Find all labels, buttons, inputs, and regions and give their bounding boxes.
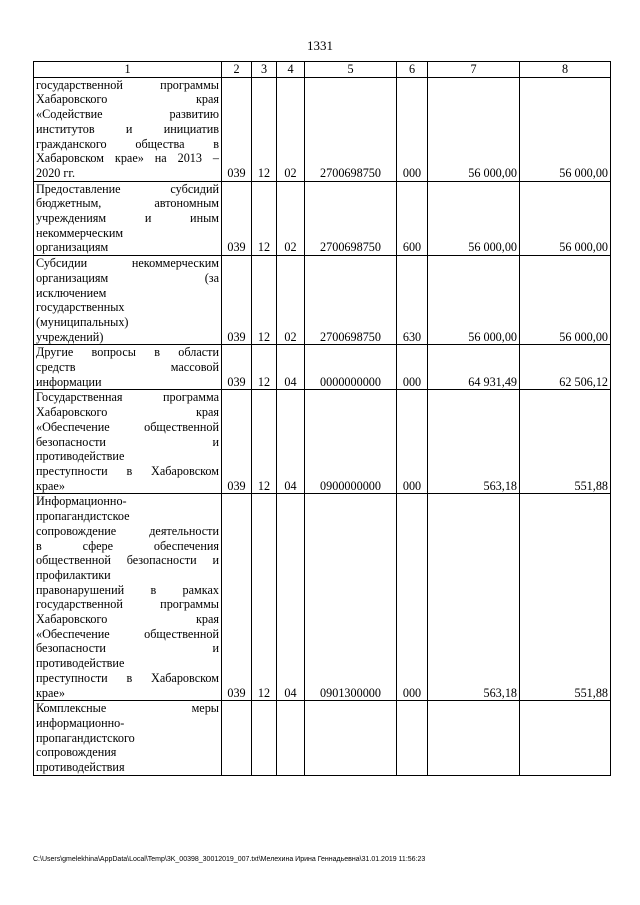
target-article-code: 0901300000 bbox=[305, 494, 397, 701]
table-row bbox=[34, 181, 611, 256]
description-line: информационно- bbox=[36, 715, 125, 730]
row-description bbox=[34, 345, 222, 390]
ministry-code: 039 bbox=[222, 494, 252, 701]
description-line: Предоставление субсидий bbox=[36, 181, 219, 196]
description-line: учреждений) bbox=[36, 329, 104, 344]
description-line: преступности в Хабаровском bbox=[36, 463, 219, 478]
amount-year-1: 56 000,00 bbox=[428, 256, 520, 345]
section-code: 12 bbox=[252, 345, 277, 390]
row-description bbox=[34, 494, 222, 701]
description-line: Хабаровском крае» на 2013 – bbox=[36, 151, 219, 166]
description-line: «Обеспечение общественной bbox=[36, 626, 219, 641]
expense-type-code: 000 bbox=[397, 494, 428, 701]
header-col-6: 6 bbox=[397, 62, 428, 78]
amount-year-1: 563,18 bbox=[428, 390, 520, 494]
amount-year-1: 56 000,00 bbox=[428, 181, 520, 256]
description-line: профилактики bbox=[36, 567, 111, 582]
description-line: организациям (за bbox=[36, 270, 219, 285]
description-line: Субсидии некоммерческим bbox=[36, 256, 219, 271]
amount-year-1: 563,18 bbox=[428, 494, 520, 701]
subsection-code: 04 bbox=[277, 345, 305, 390]
expense-type-code: 600 bbox=[397, 181, 428, 256]
description-line: гражданского общества в bbox=[36, 136, 219, 151]
description-line: Хабаровского края bbox=[36, 612, 219, 627]
subsection-code: 04 bbox=[277, 390, 305, 494]
description-line: общественной безопасности и bbox=[36, 553, 219, 568]
table-row bbox=[34, 256, 611, 345]
section-code: 12 bbox=[252, 494, 277, 701]
description-line: в сфере обеспечения bbox=[36, 538, 219, 553]
description-line: 2020 гг. bbox=[36, 165, 76, 180]
description-line: «Содействие развитию bbox=[36, 107, 219, 122]
row-description bbox=[34, 181, 222, 256]
target-article-code: 2700698750 bbox=[305, 77, 397, 181]
expense-type-code: 630 bbox=[397, 256, 428, 345]
subsection-code bbox=[277, 701, 305, 776]
description-line: организациям bbox=[36, 240, 109, 255]
table-row bbox=[34, 494, 611, 701]
section-code: 12 bbox=[252, 256, 277, 345]
description-line: Комплексные меры bbox=[36, 701, 219, 716]
amount-year-2: 56 000,00 bbox=[520, 181, 611, 256]
subsection-code: 02 bbox=[277, 77, 305, 181]
subsection-code: 02 bbox=[277, 256, 305, 345]
description-line: Другие вопросы в области bbox=[36, 345, 219, 360]
expense-type-code: 000 bbox=[397, 345, 428, 390]
description-line: пропагандистского bbox=[36, 730, 135, 745]
ministry-code: 039 bbox=[222, 345, 252, 390]
description-line: противодействие bbox=[36, 449, 125, 464]
subsection-code: 04 bbox=[277, 494, 305, 701]
expense-type-code: 000 bbox=[397, 77, 428, 181]
row-description bbox=[34, 390, 222, 494]
description-line: противодействия bbox=[36, 760, 125, 775]
description-line: сопровождение деятельности bbox=[36, 523, 219, 538]
amount-year-1: 56 000,00 bbox=[428, 77, 520, 181]
description-line: противодействие bbox=[36, 656, 125, 671]
description-line: государственных bbox=[36, 300, 125, 315]
table-row bbox=[34, 77, 611, 181]
header-col-4: 4 bbox=[277, 62, 305, 78]
description-line: преступности в Хабаровском bbox=[36, 670, 219, 685]
description-line: Государственная программа bbox=[36, 390, 219, 405]
description-line: государственной программы bbox=[36, 77, 219, 92]
ministry-code: 039 bbox=[222, 256, 252, 345]
row-description bbox=[34, 77, 222, 181]
expense-type-code: 000 bbox=[397, 390, 428, 494]
description-line: информации bbox=[36, 374, 102, 389]
ministry-code: 039 bbox=[222, 181, 252, 256]
header-row bbox=[34, 62, 611, 78]
target-article-code: 2700698750 bbox=[305, 256, 397, 345]
target-article-code: 2700698750 bbox=[305, 181, 397, 256]
header-col-8: 8 bbox=[520, 62, 611, 78]
subsection-code: 02 bbox=[277, 181, 305, 256]
header-col-7: 7 bbox=[428, 62, 520, 78]
description-line: исключением bbox=[36, 285, 107, 300]
target-article-code: 0000000000 bbox=[305, 345, 397, 390]
description-line: некоммерческим bbox=[36, 225, 124, 240]
header-col-2: 2 bbox=[222, 62, 252, 78]
description-line: средств массовой bbox=[36, 360, 219, 375]
section-code: 12 bbox=[252, 77, 277, 181]
target-article-code bbox=[305, 701, 397, 776]
amount-year-2: 56 000,00 bbox=[520, 77, 611, 181]
amount-year-1: 64 931,49 bbox=[428, 345, 520, 390]
description-line: государственной программы bbox=[36, 597, 219, 612]
file-path-footer: C:\Users\gmelekhina\AppData\Local\Temp\3K_00398_30012019_007.txt\Мелехина Ирина Геннадьевна\31.01.2019 11:56:23 bbox=[33, 856, 426, 863]
amount-year-2: 551,88 bbox=[520, 494, 611, 701]
table-row bbox=[34, 390, 611, 494]
row-description bbox=[34, 256, 222, 345]
description-line: Хабаровского края bbox=[36, 92, 219, 107]
row-description bbox=[34, 701, 222, 776]
amount-year-2: 551,88 bbox=[520, 390, 611, 494]
description-line: крае» bbox=[36, 478, 65, 493]
ministry-code: 039 bbox=[222, 77, 252, 181]
amount-year-2: 62 506,12 bbox=[520, 345, 611, 390]
description-line: Информационно- bbox=[36, 494, 127, 509]
description-line: бюджетным, автономным bbox=[36, 196, 219, 211]
table-row bbox=[34, 345, 611, 390]
header-col-1: 1 bbox=[34, 62, 222, 78]
amount-year-2: 56 000,00 bbox=[520, 256, 611, 345]
ministry-code bbox=[222, 701, 252, 776]
header-col-3: 3 bbox=[252, 62, 277, 78]
description-line: безопасности и bbox=[36, 434, 219, 449]
table-row bbox=[34, 701, 611, 776]
description-line: безопасности и bbox=[36, 641, 219, 656]
section-code bbox=[252, 701, 277, 776]
header-col-5: 5 bbox=[305, 62, 397, 78]
budget-table bbox=[33, 61, 611, 776]
page-number: 1331 bbox=[307, 38, 333, 53]
description-line: институтов и инициатив bbox=[36, 121, 219, 136]
description-line: «Обеспечение общественной bbox=[36, 419, 219, 434]
amount-year-2 bbox=[520, 701, 611, 776]
description-line: сопровождения bbox=[36, 745, 117, 760]
section-code: 12 bbox=[252, 390, 277, 494]
description-line: учреждениям и иным bbox=[36, 211, 219, 226]
description-line: (муниципальных) bbox=[36, 314, 129, 329]
section-code: 12 bbox=[252, 181, 277, 256]
description-line: правонарушений в рамках bbox=[36, 582, 219, 597]
amount-year-1 bbox=[428, 701, 520, 776]
description-line: крае» bbox=[36, 685, 65, 700]
expense-type-code bbox=[397, 701, 428, 776]
description-line: Хабаровского края bbox=[36, 405, 219, 420]
target-article-code: 0900000000 bbox=[305, 390, 397, 494]
ministry-code: 039 bbox=[222, 390, 252, 494]
description-line: пропагандистское bbox=[36, 509, 130, 524]
